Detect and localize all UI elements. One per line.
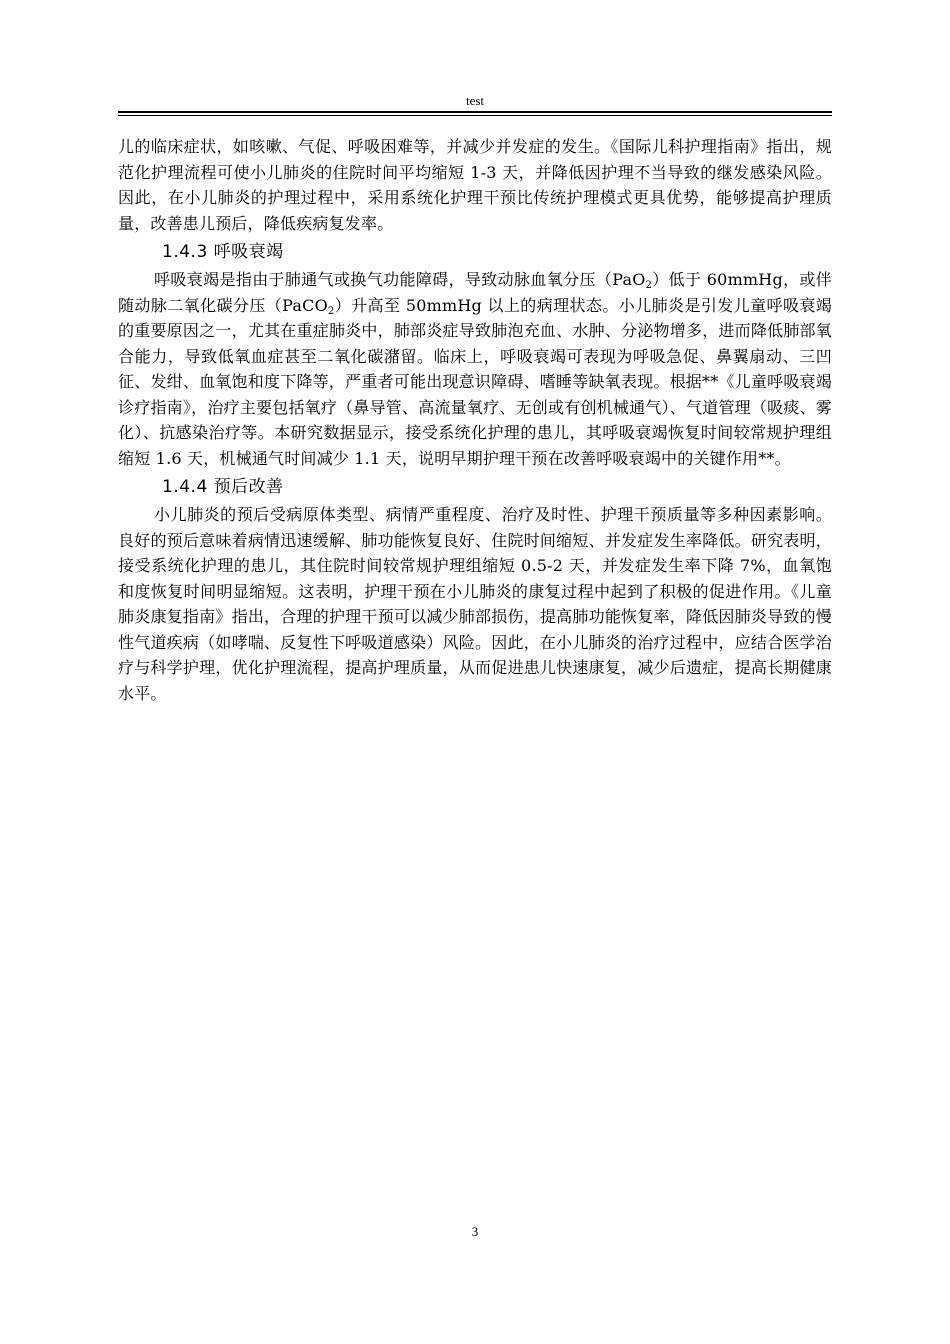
text-run: 呼吸衰竭是指由于肺通气或换气功能障碍，导致动脉血氧分压（PaO	[154, 270, 646, 289]
section-heading-1-4-3: 1.4.3 呼吸衰竭	[162, 242, 284, 262]
page-number: 3	[471, 1224, 479, 1239]
paragraph-respiratory-failure	[118, 267, 832, 471]
header-rule-thin	[118, 115, 832, 116]
subscript: 2	[327, 305, 335, 317]
header-rule-thick	[118, 111, 832, 113]
paragraph-continuation: 儿的临床症状，如咳嗽、气促、呼吸困难等，并减少并发症的发生。《国际儿科护理指南》指出，规范化护理流程可使小儿肺炎的住院时间平均缩短 1-3 天，并降低因护理不当导致的继发感染风险。因此，在小儿肺炎的护理过程中，采用系统化护理干预比传统护理模式更具优势，能够提高护理质量，改善患儿预后，降低疾病复发率。	[118, 137, 832, 233]
subscript: 2	[645, 280, 653, 291]
text-run: ）升高至 50mmHg 以上的病理状态。小儿肺炎是引发儿童呼吸衰竭的重要原因之一，尤其在重症肺炎中，肺部炎症导致肺泡充血、水肿、分泌物增多，进而降低肺部氧合能力，导致低氧血症甚至二氧化碳潴留。临床上，呼吸衰竭可表现为呼吸急促、鼻翼扇动、三凹征、发绀、血氧饱和度下降等，严重者可能出现意识障碍、嗜睡等缺氧表现。根据**《儿童呼吸衰竭诊疗指南》，治疗主要包括氧疗（鼻导管、高流量氧疗、无创或有创机械通气）、气道管理（吸痰、雾化）、抗感染治疗等。本研究数据显示，接受系统化护理的患儿，其呼吸衰竭恢复时间较常规护理组缩短 1.6 天，机械通气时间减少 1.1 天，说明早期护理干预在改善呼吸衰竭中的关键作用**。	[118, 295, 833, 468]
document-body	[118, 134, 832, 706]
section-heading-1-4-4: 1.4.4 预后改善	[162, 477, 284, 497]
page-header: test	[465, 93, 485, 108]
paragraph-prognosis: 小儿肺炎的预后受病原体类型、病情严重程度、治疗及时性、护理干预质量等多种因素影响。良好的预后意味着病情迅速缓解、肺功能恢复良好、住院时间缩短、并发症发生率降低。研究表明，接受系统化护理的患儿，其住院时间较常规护理组缩短 0.5-2 天，并发症发生率下降 7%，血氧饱和度恢复时间明显缩短。这表明，护理干预在小儿肺炎的康复过程中起到了积极的促进作用。《儿童肺炎康复指南》指出，合理的护理干预可以减少肺部损伤，提高肺功能恢复率，降低因肺炎导致的慢性气道疾病（如哮喘、反复性下呼吸道感染）风险。因此，在小儿肺炎的治疗过程中，应结合医学治疗与科学护理，优化护理流程，提高护理质量，从而促进患儿快速康复，减少后遗症，提高长期健康水平。	[118, 505, 832, 703]
text-run: ）低于 60mmHg，或伴随动脉二氧化碳分压（PaCO	[118, 270, 832, 315]
